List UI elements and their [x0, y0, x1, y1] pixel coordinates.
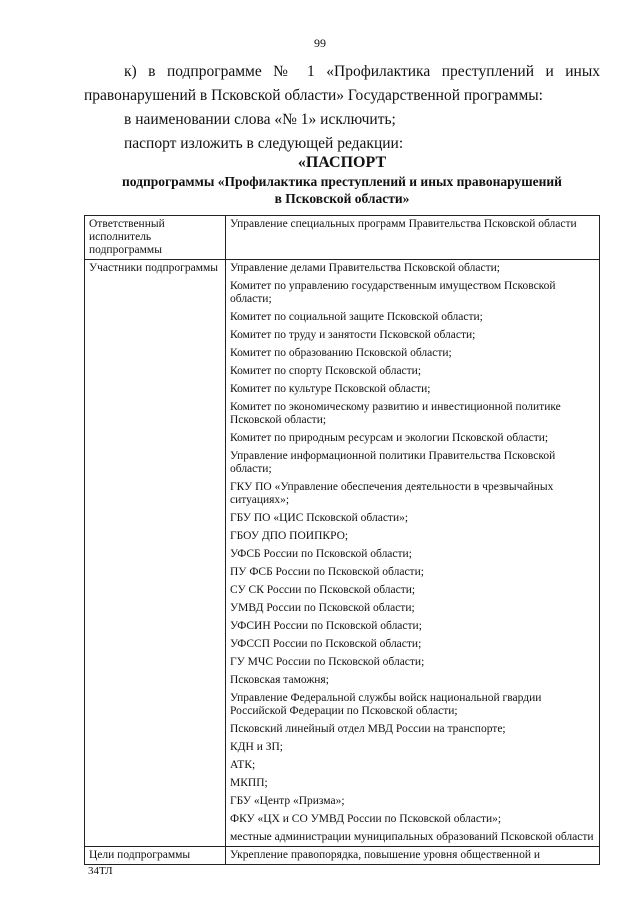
list-item: СУ СК России по Псковской области; [230, 584, 416, 596]
list-item: Комитет по спорту Псковской области; [230, 365, 422, 377]
list-item: Комитет по экономическому развитию и инвестиционной политике Псковской области; [230, 401, 561, 426]
list-item: местные администрации муниципальных образований Псковской области [230, 831, 594, 843]
row-value [226, 847, 600, 865]
passport-table-body [85, 216, 600, 865]
subtitle-line-2: в Псковской области» [274, 191, 410, 206]
list-item: ПУ ФСБ России по Псковской области; [230, 566, 424, 578]
list-item: Комитет по природным ресурсам и экологии Псковской области; [230, 432, 549, 444]
row-value [226, 216, 600, 260]
table-row [85, 216, 600, 260]
list-item: Управление информационной политики Правительства Псковской области; [230, 450, 556, 475]
row-label: Участники подпрограммы [85, 260, 226, 847]
list-item: Комитет по образованию Псковской области; [230, 347, 452, 359]
list-item: КДН и ЗП; [230, 741, 283, 753]
passport-subtitle [84, 173, 600, 207]
list-item: ГБОУ ДПО ПОИПКРО; [230, 530, 349, 542]
list-item: Псковская таможня; [230, 674, 329, 686]
intro-line-2: правонарушений в Псковской области» Государственной программы: [84, 87, 543, 104]
page-number: 99 [314, 36, 326, 50]
list-item: Псковский линейный отдел МВД России на транспорте; [230, 723, 506, 735]
table-row [85, 847, 600, 865]
list-item: Управление Федеральной службы войск национальной гвардии Российской Федерации по Псковской области; [230, 692, 542, 717]
subtitle-line-1: подпрограммы «Профилактика преступлений и иных правонарушений [122, 174, 562, 189]
list-item: МКПП; [230, 777, 268, 789]
list-item: ГБУ «Центр «Призма»; [230, 795, 345, 807]
intro-line-3: в наименовании слова «№ 1» исключить; [124, 111, 396, 128]
passport-table [84, 215, 600, 865]
list-item: УФСИН России по Псковской области; [230, 620, 422, 632]
list-item: ГКУ ПО «Управление обеспечения деятельности в чрезвычайных ситуациях»; [230, 481, 554, 506]
passport-title: «ПАСПОРТ [297, 154, 387, 171]
list-item: Комитет по социальной защите Псковской области; [230, 311, 483, 323]
list-item: УМВД России по Псковской области; [230, 602, 415, 614]
list-item: УФСБ России по Псковской области; [230, 548, 412, 560]
list-item: Комитет по труду и занятости Псковской области; [230, 329, 476, 341]
list-item: Управление делами Правительства Псковской области; [230, 262, 500, 274]
list-item: ГУ МЧС России по Псковской области; [230, 656, 425, 668]
intro-text [84, 60, 600, 156]
row-label: Цели подпрограммы [85, 847, 226, 865]
row-value [226, 260, 600, 847]
document-code: 34ТЛ [88, 865, 113, 877]
row-label: Ответственный исполнитель подпрограммы [85, 216, 226, 260]
intro-line-1: к) в подпрограмме № 1 «Профилактика преступлений и иных [124, 63, 600, 80]
list-item: Комитет по управлению государственным имуществом Псковской области; [230, 280, 556, 305]
list-item: УФССП России по Псковской области; [230, 638, 422, 650]
intro-line-4: паспорт изложить в следующей редакции: [124, 135, 404, 152]
table-row [85, 260, 600, 847]
list-item: Комитет по культуре Псковской области; [230, 383, 431, 395]
list-item: Укрепление правопорядка, повышение уровня общественной и [230, 849, 541, 861]
list-item: ФКУ «ЦХ и СО УМВД России по Псковской области»; [230, 813, 502, 825]
list-item: АТК; [230, 759, 256, 771]
list-item: Управление специальных программ Правительства Псковской области [230, 218, 577, 230]
list-item: ГБУ ПО «ЦИС Псковской области»; [230, 512, 409, 524]
